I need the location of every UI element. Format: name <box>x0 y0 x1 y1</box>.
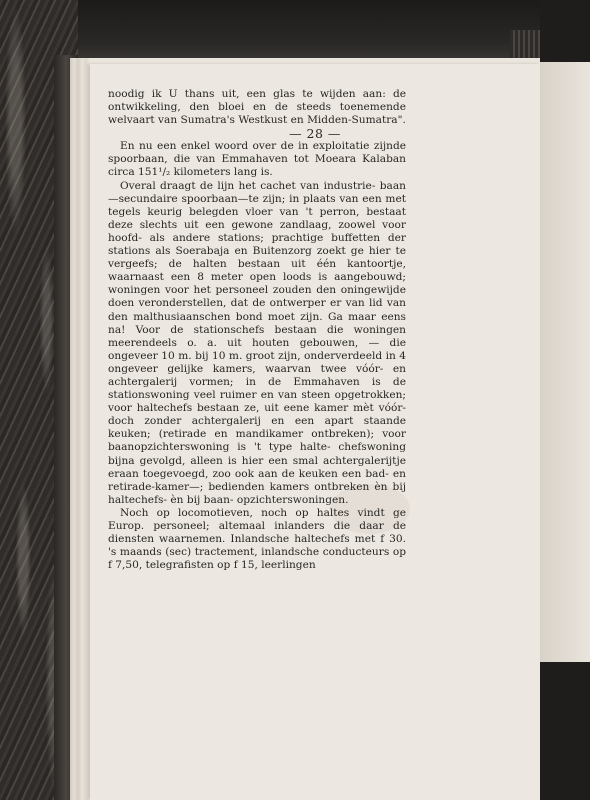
page-number: — 28 — <box>289 126 341 141</box>
paragraph-4: Noch op locomotieven, noch op haltes vindt ge Europ. personeel; altemaal inlanders die daar de diensten waarnemen. Inlandsche haltechefs met f 30. 's maands (sec) tractement, inlandsche conducteurs op f 7,50, telegrafisten op f 15, leerlingen <box>108 506 406 572</box>
paragraph-1: noodig ik U thans uit, een glas te wijden aan: de ontwikkeling, den bloei en de steeds toenemende welvaart van Sumatra's Westkust en Midden-Sumatra". <box>108 88 406 127</box>
book-cover-top <box>0 0 590 62</box>
page-text <box>108 88 406 572</box>
paragraph-2: En nu een enkel woord over de in exploitatie zijnde spoorbaan, die van Emmahaven tot Moeara Kalaban circa 151¹/₂ kilometers lang is. <box>108 140 406 179</box>
paragraph-3: Overal draagt de lijn het cachet van industrie- baan—secundaire spoorbaan—te zijn; in plaats van een met tegels keurig belegden vloer van 't perron, bestaat deze slechts uit een gewone zandlaag, zoowel voor hoofd- als andere stations; prachtige buffetten der stations als Soerabaja en Buitenzorg zoekt ge hier te vergeefs; de halten bestaan uit één kantoortje, waarnaast een 8 meter open loods is aangebouwd; woningen voor het personeel zouden den oningewijde doen veronderstellen, dat de ontwerper er van lid van den malthusiaanschen bond moet zijn. Ga maar eens na! Voor de stationschefs bestaan die woningen meerendeels o. a. uit houten gebouwen, — die ongeveer 10 m. bij 10 m. groot zijn, onderverdeeld in 4 ongeveer gelijke kamers, waarvan twee vóór- en achtergalerij vormen; in de Emmahaven is de stationswoning veel ruimer en van steen opgetrokken; voor haltechefs bestaan ze, uit eene kamer mèt vóór- doch zonder achtergalerij en een apart staande keuken; (retirade en mandikamer ontbreken); voor baanopzichterswoning is 't type halte- chefswoning bijna gevolgd, alleen is hier een smal achtergalerijtje eraan toegevoegd, zoo ook aan de keuken een bad- en retirade-kamer—; bedienden kamers ontbreken èn bij haltechefs- èn bij baan- opzichterswoningen. <box>108 179 406 506</box>
facing-page <box>540 62 590 662</box>
